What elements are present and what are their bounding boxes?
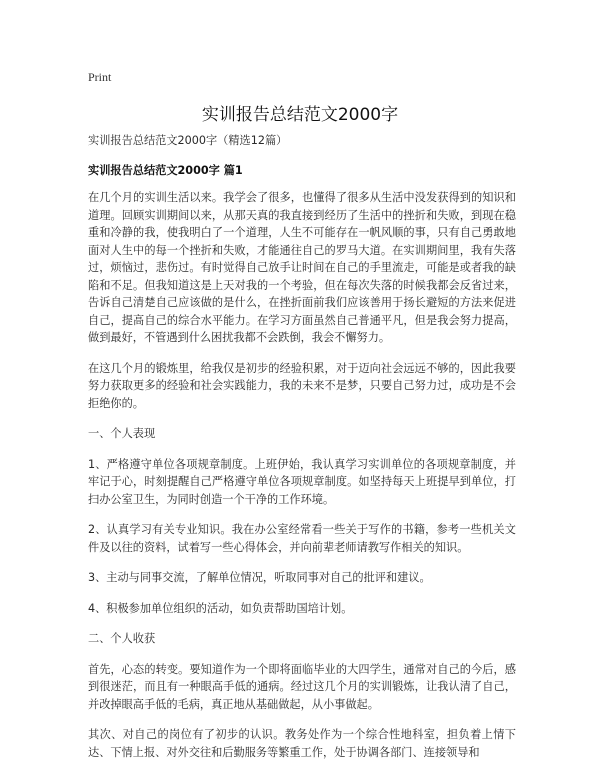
print-link[interactable]: Print xyxy=(88,70,112,84)
document-title: 实训报告总结范文2000字 xyxy=(201,105,399,125)
heading-personal-performance: 一、个人表现 xyxy=(88,427,156,440)
document-subtitle: 实训报告总结范文2000字（精选12篇） xyxy=(88,134,288,147)
heading-personal-gains: 二、个人收获 xyxy=(88,632,156,645)
document-body xyxy=(88,132,516,774)
list-item-rules: 1、严格遵守单位各项规章制度。上班伊始，我认真学习实训单位的各项规章制度，并牢记于心，时刻提醒自己严格遵守单位各项规章制度。如坚持每天上班提早到单位，打扫办公室卫生，为同时创造一个干净的工作环境。 xyxy=(88,457,516,506)
paragraph-experience: 在这几个月的锻炼里，给我仅是初步的经验积累，对于迈向社会远远不够的，因此我要努力获取更多的经验和社会实践能力，我的未来不是梦，只要自己努力过，成功是不会拒绝你的。 xyxy=(88,361,516,410)
paragraph-mindset: 首先，心态的转变。要知道作为一个即将面临毕业的大四学生，通常对自己的今后，感到很迷茫，而且有一种眼高手低的通病。经过这几个月的实训锻炼，让我认清了自己，并改掉眼高手低的毛病，真正地从基础做起，从小事做起。 xyxy=(88,662,516,711)
paragraph-position: 其次、对自己的岗位有了初步的认识。教务处作为一个综合性地科室，担负着上情下达、下情上报、对外交往和后勤服务等繁重工作，处于协调各部门、连接领导和 xyxy=(88,728,516,759)
list-item-communication: 3、主动与同事交流，了解单位情况，听取同事对自己的批评和建议。 xyxy=(88,571,431,584)
paragraph-intro: 在几个月的实训生活以来。我学会了很多，也懂得了很多从生活中没发获得到的知识和道理。回顾实训期间以来，从那天真的我直接到经历了生活中的挫折和失败，到现在稳重和冷静的我，使我明白了一个道理，人生不可能存在一帆风顺的事，只有自己勇敢地面对人生中的每一个挫折和失败，才能通往自己的罗马大道。在实训期间里，我有失落过，烦恼过，悲伤过。有时觉得自己放手让时间在自己的手里流走，可能是或者我的缺陷和不足。但我知道这是上天对我的一个考验，但在每次失落的时候我都会反省过来，告诉自己清楚自己应该做的是什么，在挫折面前我们应该善用于扬长避短的方法来促进自己，提高自己的综合水平能力。在学习方面虽然自己普通平凡，但是我会努力提高，做到最好，不管遇到什么困扰我都不会跌倒，我会不懈努力。 xyxy=(88,191,516,344)
list-item-study: 2、认真学习有关专业知识。我在办公室经常看一些关于写作的书籍，参考一些机关文件及以往的资料，试着写一些心得体会，并向前辈老师请教写作相关的知识。 xyxy=(88,523,516,554)
list-item-activities: 4、积极参加单位组织的活动，如负责帮助国培计划。 xyxy=(88,601,353,615)
section-title: 实训报告总结范文2000字 篇1 xyxy=(88,163,243,177)
